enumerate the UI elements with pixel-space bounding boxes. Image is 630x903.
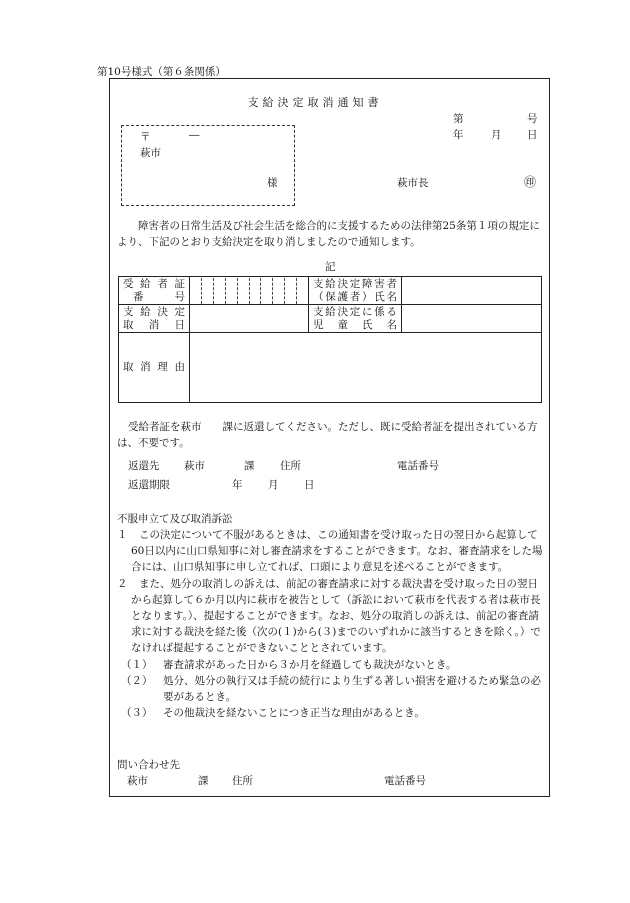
return-dest-label: 返還先 [128, 460, 160, 472]
postal-dash: ― [189, 129, 200, 141]
contact-heading: 問い合わせ先 [117, 759, 180, 771]
contact-city: 萩市 [127, 775, 148, 787]
return-deadline-label: 返還期限 [128, 479, 170, 491]
recipient-honorific: 様 [267, 177, 278, 189]
seal-mark: ㊞ [524, 175, 537, 189]
appeal-list [117, 527, 547, 721]
date-month: 月 [491, 129, 502, 141]
sender-title: 萩市長 [397, 177, 429, 189]
cell-reason[interactable] [190, 333, 542, 403]
return-deadline-month: 月 [268, 479, 279, 491]
cell-certificate-number[interactable] [190, 277, 309, 305]
contact-section: 課 [198, 775, 209, 787]
return-dest-address: 住所 [280, 460, 301, 472]
postal-mark: 〒 [140, 131, 151, 143]
intro-text: 障害者の日常生活及び社会生活を総合的に支援するための法律第25条第１項の規定により、下記のとおり支給決定を取り消しましたので通知します。 [117, 220, 540, 248]
form-number: 第10号様式（第６条関係） [97, 66, 226, 78]
doc-number-suffix: 号 [527, 113, 538, 125]
info-table [118, 276, 542, 403]
doc-number-prefix: 第 [453, 113, 464, 125]
cell-reason-label: 取 消 理 由 [119, 333, 190, 403]
cell-cancel-date-label: 支 給 決 定 取 消 日 [119, 305, 190, 333]
cell-child-name[interactable] [402, 305, 542, 333]
return-dest-phone: 電話番号 [397, 460, 439, 472]
contact-address: 住所 [232, 775, 253, 787]
document-title: 支給決定取消通知書 [247, 96, 383, 109]
appeal-subitem: （２） 処分、処分の執行又は手続の続行により生ずる著しい損害を避けるため緊急の必要があるとき。 [121, 674, 541, 704]
appeal-subitem: （１） 審査請求があった日から３か月を経過しても裁決がないとき。 [121, 658, 457, 671]
appeal-subitem: （３） その他裁決を経ないことにつき正当な理由があるとき。 [121, 707, 425, 720]
appeal-item: ２ また、処分の取消しの訴えは、前記の審査請求に対する裁決書を受け取った日の翌日から起算して６か月以内に萩市を被告として（訴訟において萩市を代表する者は萩市長となります。）、提起することができます。なお、処分の取消しの訴えは、前記の審査請求に対する裁決を経た後（次の(１)から(３)までのいずれかに該当するときを除く。）でなければ提起することができないこととされています。 [117, 577, 541, 655]
return-dest-city: 萩市 [184, 460, 205, 472]
return-dest-section: 課 [244, 460, 255, 472]
ki-heading: 記 [325, 261, 336, 273]
cell-recipient-label: 支給決定障害者 （保護者）氏名 [309, 277, 402, 305]
cell-certificate-label: 受 給 者 証 番 号 [119, 277, 190, 305]
return-deadline-day: 日 [304, 479, 315, 491]
return-deadline-year: 年 [232, 479, 243, 491]
cell-recipient-name[interactable] [402, 277, 542, 305]
date-day: 日 [527, 129, 538, 141]
cell-child-label: 支給決定に係る 児 童 氏 名 [309, 305, 402, 333]
contact-phone: 電話番号 [384, 775, 426, 787]
return-notice: 受給者証を萩市 課に返還してください。ただし、既に受給者証を提出されている方は、不要です。 [117, 421, 538, 449]
date-year: 年 [453, 129, 464, 141]
appeal-item: １ この決定について不服があるときは、この通知書を受け取った日の翌日から起算して60日以内に山口県知事に対し審査請求をすることができます。なお、審査請求をした場合には、山口県知事に申し立てれば、口頭により意見を述べることができます。 [117, 529, 543, 574]
recipient-city: 萩市 [140, 147, 161, 159]
cell-cancel-date[interactable] [190, 305, 309, 333]
appeal-heading: 不服申立て及び取消訴訟 [117, 513, 233, 525]
